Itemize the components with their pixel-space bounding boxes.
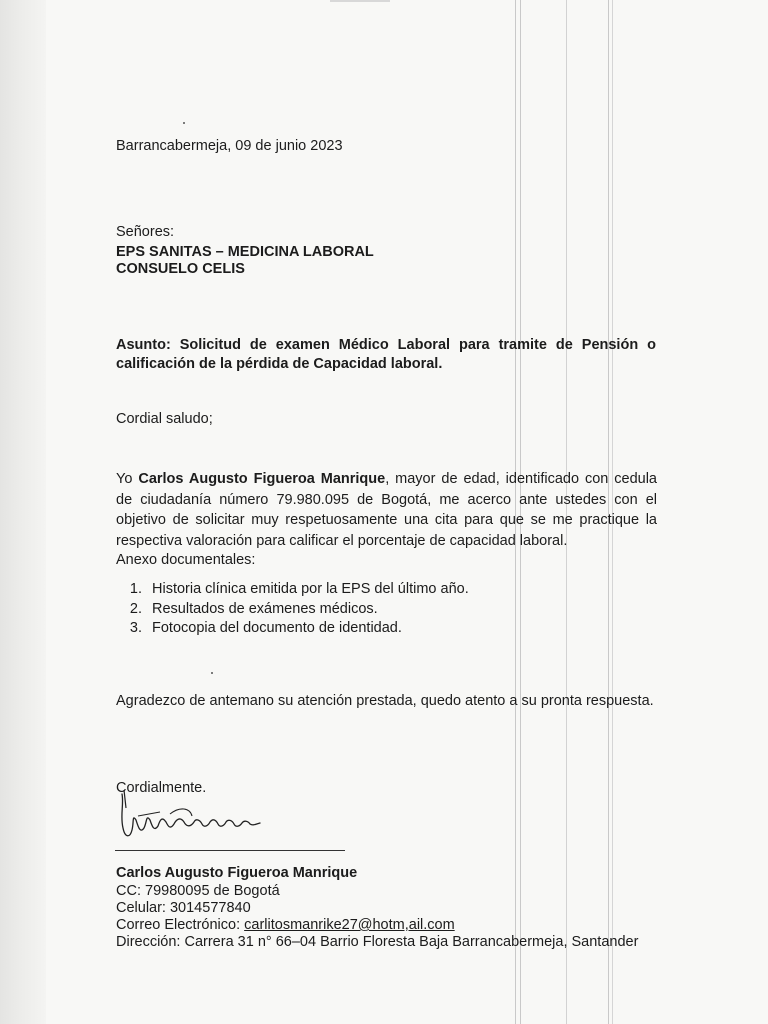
list-item (116, 580, 469, 600)
closing: Cordialmente. (116, 780, 207, 796)
signature-line (115, 850, 345, 851)
scan-speck (183, 122, 185, 124)
scan-edge (0, 0, 46, 1024)
body-name: Carlos Augusto Figueroa Manrique (138, 471, 386, 487)
list-item (116, 619, 469, 639)
scan-speck (211, 672, 213, 674)
letter-date: Barrancabermeja, 09 de junio 2023 (116, 138, 343, 154)
list-item-number: 3. (129, 620, 142, 636)
attachments-list (116, 580, 469, 639)
list-item-text: Resultados de exámenes médicos. (152, 600, 378, 617)
sender-email-row (116, 917, 455, 934)
list-item-number: 1. (129, 581, 142, 597)
salutation-prefix: Señores: (116, 224, 175, 240)
scan-artifact-top (330, 0, 390, 2)
list-item-text: Fotocopia del documento de identidad. (152, 620, 402, 636)
sender-name: Carlos Augusto Figueroa Manrique (116, 865, 358, 881)
subject-label: Asunto (116, 337, 166, 353)
body-intro: Yo (116, 471, 139, 487)
body-paragraph (116, 469, 657, 551)
subject-text: : Solicitud de examen Médico Laboral para tramite de Pensión o calificación de la pérdida de Capacidad laboral. (116, 337, 656, 372)
subject (116, 336, 656, 374)
sender-id: CC: 79980095 de Bogotá (116, 883, 280, 899)
body-rest: , mayor de edad, identificado con cedula de ciudadanía número 79.980.095 de Bogotá, me acerco ante ustedes con el objetivo de solicitar muy respetuosamente una cita para que se me practique la respectiva valoración para calificar el porcentaje de capacidad laboral. (116, 471, 657, 549)
greeting: Cordial saludo; (116, 411, 213, 427)
sender-address: Dirección: Carrera 31 n° 66–04 Barrio Floresta Baja Barrancabermeja, Santander (116, 934, 639, 950)
sender-email-link[interactable]: carlitosmanrike27@hotm,ail.com (244, 917, 455, 933)
sender-email-label: Correo Electrónico: (116, 917, 245, 933)
closing-paragraph: Agradezco de antemano su atención prestada, quedo atento a su pronta respuesta. (116, 693, 654, 709)
list-item-number: 2. (129, 600, 142, 617)
recipient-organization: EPS SANITAS – MEDICINA LABORAL (116, 244, 374, 260)
attachments-title: Anexo documentales: (116, 552, 256, 568)
list-item (116, 600, 469, 620)
list-item-text: Historia clínica emitida por la EPS del último año. (152, 581, 469, 597)
sender-phone: Celular: 3014577840 (116, 900, 251, 916)
recipient-name: CONSUELO CELIS (116, 261, 245, 277)
handwritten-signature (110, 786, 280, 856)
